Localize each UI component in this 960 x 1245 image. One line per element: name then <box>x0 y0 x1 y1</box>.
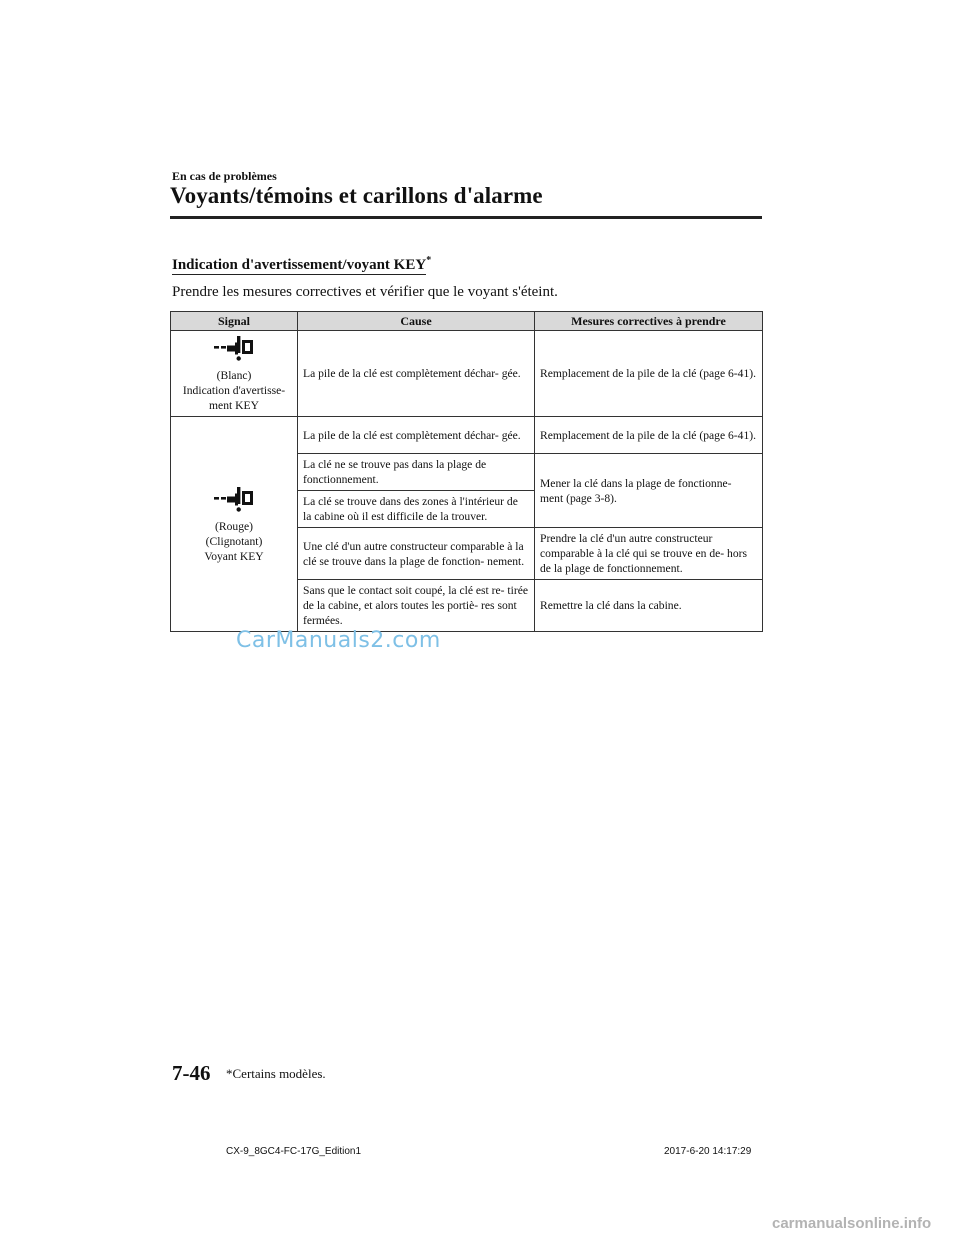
watermark: CarManuals2.com <box>236 628 441 653</box>
intro-text: Prendre les mesures correctives et vérifier que le voyant s'éteint. <box>172 284 558 300</box>
print-timestamp: 2017-6-20 14:17:29 <box>664 1146 752 1157</box>
action-cell: Remettre la clé dans la cabine. <box>535 580 763 632</box>
table-header-row <box>171 312 763 331</box>
site-logo: carmanualsonline.info <box>772 1215 932 1232</box>
signal-white-line-1: (Blanc) <box>216 369 252 382</box>
key-warning-icon <box>213 485 255 513</box>
cause-cell: La pile de la clé est complètement déchar- gée. <box>298 331 535 417</box>
signal-white-line-3: ment KEY <box>209 399 259 412</box>
cause-cell: Une clé d'un autre constructeur comparable à la clé se trouve dans la plage de fonction- nement. <box>298 528 535 580</box>
cause-cell: La clé se trouve dans des zones à l'intérieur de la cabine où il est difficile de la trouver. <box>298 491 535 528</box>
page-number: 7-46 <box>172 1061 211 1085</box>
page-title: Voyants/témoins et carillons d'alarme <box>170 183 543 208</box>
action-cell: Remplacement de la pile de la clé (page 6-41). <box>535 417 763 454</box>
title-rule <box>170 216 762 219</box>
warning-table <box>170 311 763 632</box>
signal-red <box>171 417 298 632</box>
key-warning-icon <box>213 334 255 362</box>
signal-red-line-3: Voyant KEY <box>204 549 264 563</box>
cause-cell: La clé ne se trouve pas dans la plage de fonctionnement. <box>298 454 535 491</box>
table-row <box>171 417 763 454</box>
signal-red-line-1: (Rouge) <box>215 519 253 533</box>
cause-cell: La pile de la clé est complètement déchar- gée. <box>298 417 535 454</box>
cause-cell: Sans que le contact soit coupé, la clé est re- tirée de la cabine, et alors toutes les portiè- res sont fermées. <box>298 580 535 632</box>
action-cell: Mener la clé dans la plage de fonctionne- ment (page 3-8). <box>535 454 763 528</box>
header-action: Mesures correctives à prendre <box>535 312 763 331</box>
action-cell: Remplacement de la pile de la clé (page 6-41). <box>535 331 763 417</box>
header-cause: Cause <box>298 312 535 331</box>
action-cell: Prendre la clé d'un autre constructeur comparable à la clé qui se trouve en de- hors de la plage de fonctionnement. <box>535 528 763 580</box>
header-signal: Signal <box>171 312 298 331</box>
doc-code: CX-9_8GC4-FC-17G_Edition1 <box>226 1146 362 1157</box>
subsection-heading-text: Indication d'avertissement/voyant KEY <box>172 257 427 273</box>
section-label: En cas de problèmes <box>172 169 277 183</box>
signal-red-line-2: (Clignotant) <box>205 534 263 548</box>
model-marker: * <box>426 255 432 266</box>
footnote: *Certains modèles. <box>226 1066 326 1081</box>
table-row <box>171 331 763 417</box>
signal-white <box>171 331 298 417</box>
subsection-heading <box>172 255 431 274</box>
signal-white-line-2: Indication d'avertisse- <box>182 384 286 397</box>
